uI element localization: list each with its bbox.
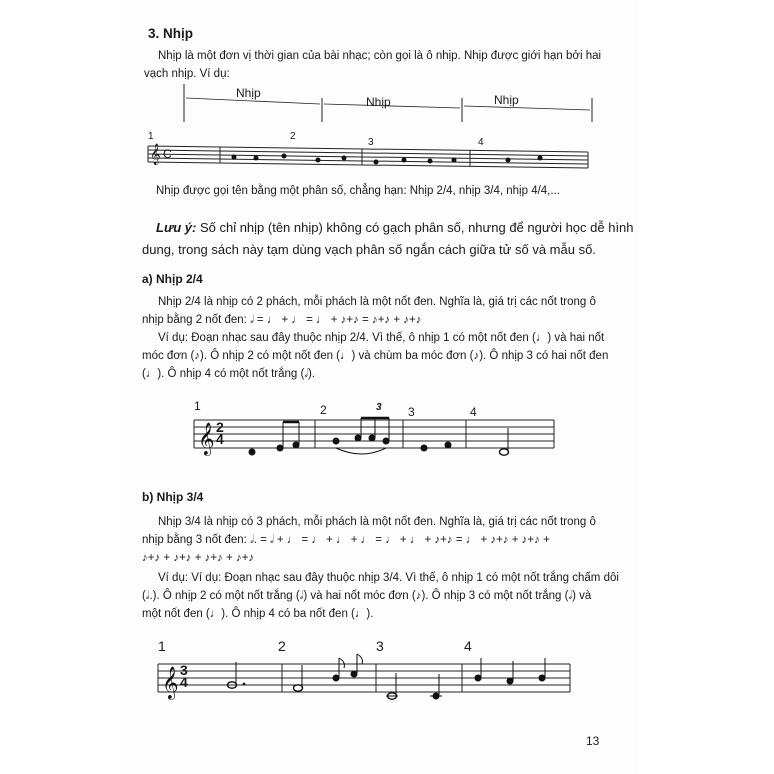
page-number: 13	[586, 734, 600, 748]
measure-number: 2	[320, 403, 327, 417]
bracket-label: Nhịp	[236, 86, 261, 100]
paragraph-line: Nhịp 2/4 là nhịp có 2 phách, mỗi phách là một nốt đen. Nghĩa là, giá trị các nốt trong ô	[158, 296, 596, 308]
note-line: Lưu ý: Số chỉ nhịp (tên nhịp) không có gạch phân số, nhưng để người học dễ hình	[156, 220, 634, 235]
measure-number: 4	[478, 137, 484, 148]
paragraph-line: Nhịp là một đơn vị thời gian của bài nhạc; còn gọi là ô nhịp. Nhịp được giới hạn bởi hai	[158, 50, 602, 62]
paragraph-line: nhịp bằng 2 nốt đen: 𝅗𝅥 = ♩ + ♩ = ♩ + ♪+♪ = ♪+♪ + ♪+♪	[142, 314, 422, 326]
bracket-label: Nhịp	[494, 93, 519, 107]
measure-number: 2	[290, 131, 296, 142]
paragraph-line: ♪+♪ + ♪+♪ + ♪+♪ + ♪+♪	[142, 552, 255, 564]
bracket-label: Nhịp	[366, 95, 391, 109]
measure-number: 3	[376, 638, 384, 654]
svg-text:𝄞: 𝄞	[198, 423, 215, 454]
paragraph-line: vạch nhịp. Ví dụ:	[144, 68, 230, 80]
subsection-title: b) Nhịp 3/4	[142, 490, 204, 504]
paragraph-line: móc đơn (♪). Ô nhịp 2 có một nốt đen (♩) và chùm ba móc đơn (♪). Ô nhịp 3 có hai nốt đen	[142, 350, 609, 362]
measure-number: 4	[464, 638, 472, 654]
time-signature: 3 4	[180, 662, 188, 690]
paragraph-line: Nhịp được gọi tên bằng một phân số, chẳng hạn: Nhịp 2/4, nhịp 3/4, nhịp 4/4,...	[156, 185, 560, 197]
triplet-number: 3	[376, 402, 382, 413]
measure-number: 1	[158, 638, 166, 654]
svg-text:C: C	[163, 147, 172, 161]
measure-number: 3	[368, 137, 374, 148]
svg-text:𝄞: 𝄞	[150, 144, 161, 164]
svg-text:𝄞: 𝄞	[162, 667, 179, 698]
measure-number: 2	[278, 638, 286, 654]
paragraph-line: (♩). Ô nhịp 4 có một nốt trắng (𝅗𝅥).	[142, 368, 316, 380]
paragraph-line: Ví dụ: Đoạn nhạc sau đây thuộc nhịp 2/4. Vì thế, ô nhịp 1 có một nốt đen (♩) và hai nốt	[158, 332, 605, 344]
measure-number: 4	[470, 405, 477, 419]
book-page	[118, 0, 638, 774]
subsection-title: a) Nhịp 2/4	[142, 272, 203, 286]
paragraph-line: Ví dụ: Ví dụ: Đoạn nhạc sau đây thuộc nhịp 3/4. Vì thế, ô nhịp 1 có một nốt trắng chấm dôi	[158, 572, 619, 584]
paragraph-line: Nhịp 3/4 là nhịp có 3 phách, mỗi phách là một nốt đen. Nghĩa là, giá trị các nốt trong ô	[158, 516, 596, 528]
staff-example-2-4	[194, 410, 554, 466]
measure-number: 3	[408, 405, 415, 419]
section-title: 3. Nhịp	[148, 26, 194, 41]
paragraph-line: nhịp bằng 3 nốt đen: 𝅗𝅥. = 𝅗𝅥 + ♩ = ♩ + ♩ + ♩ = ♩ + ♩ + ♪+♪ = ♩ + ♪+♪ + ♪+♪ +	[142, 534, 550, 546]
paragraph-line: (𝅗𝅥.). Ô nhịp 2 có một nốt trắng (𝅗𝅥) và hai nốt móc đơn (♪). Ô nhịp 3 có một nốt trắng (𝅗𝅥) và	[142, 590, 592, 602]
note-label: Lưu ý:	[156, 220, 197, 235]
paragraph-line: một nốt đen (♩). Ô nhịp 4 có ba nốt đen (♩).	[142, 608, 374, 620]
measure-number: 1	[194, 399, 201, 413]
staff-example-3-4	[158, 656, 570, 704]
measure-number: 1	[148, 131, 154, 142]
time-signature: 2 4	[216, 419, 224, 447]
note-line: dung, trong sách này tạm dùng vạch phân số ngắn cách giữa tử số và mẫu số.	[142, 242, 596, 257]
